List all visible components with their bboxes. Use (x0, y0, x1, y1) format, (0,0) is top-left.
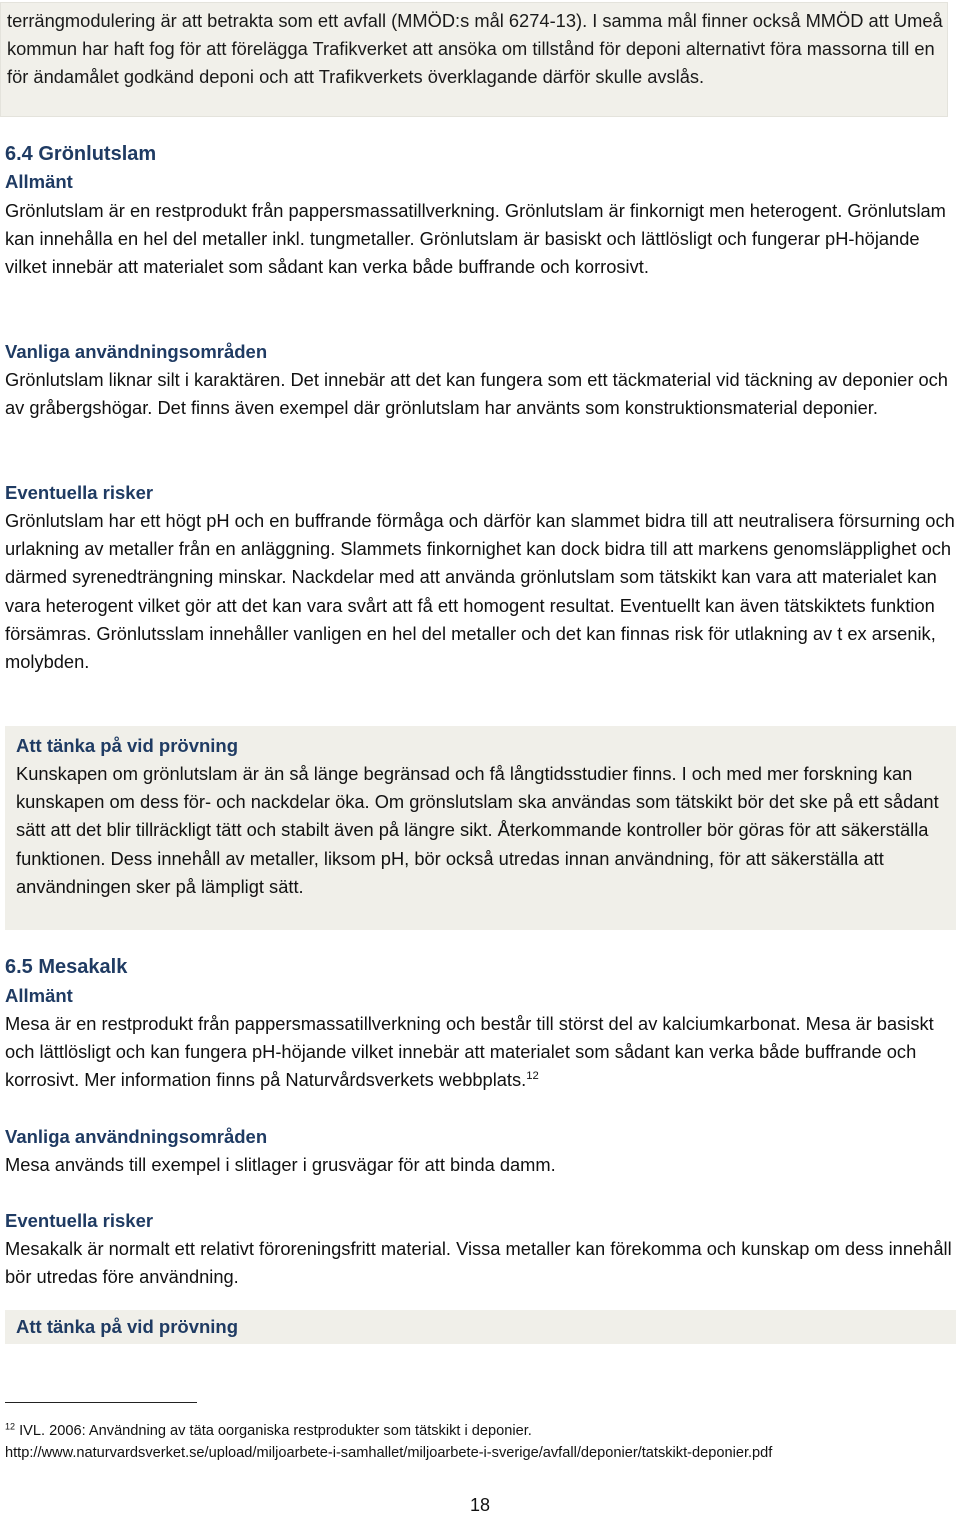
consider-heading: Att tänka på vid prövning (16, 735, 239, 756)
uses-heading-6-5: Vanliga användningsområden (5, 1126, 268, 1147)
footnote-reference[interactable]: 12 (526, 1070, 539, 1083)
footnote-link[interactable]: http://www.naturvardsverket.se/upload/miljoarbete-i-samhallet/miljoarbete-i-sverige/avfall/deponier/tatskikt-deponier.pdf (5, 1445, 773, 1461)
risks-paragraph: Grönlutslam har ett högt pH och en buffrande förmåga och därför kan slammet bidra till att neutralisera försurning och urlakning av metaller från en anläggning. Slammets finkornighet kan dock bidra till att markens genomsläpplighet och därmed syrenedträngning minskar. Nackdelar med att använda grönlutslam som tätskikt kan vara att materialet kan vara heterogent vilket gör att det kan vara svårt att få ett homogent resultat. Eventuellt kan även tätskiktets funktion försämras. Grönlutsslam innehåller vanligen en hel del metaller och det kan finnas risk för utlakning av t ex arsenik, molybden. (5, 510, 955, 673)
consider-box (5, 726, 956, 930)
footnote-number: 12 (5, 1421, 16, 1432)
general-paragraph-6-5 (5, 1010, 957, 1095)
page-number: 18 (469, 1495, 491, 1515)
uses-heading: Vanliga användningsområden (5, 341, 268, 362)
risks-heading-6-5: Eventuella risker (5, 1210, 154, 1231)
general-text-6-5: Mesa är en restprodukt från pappersmassatillverkning och består till störst del av kalciumkarbonat. Mesa är basiskt och lättlösligt och kan fungera pH-höjande vilket innebär att materialet som sådant kan verka både buffrande och korrosivt. Mer information finns på Naturvårdsverkets webbplats. (5, 1013, 934, 1091)
consider-heading-6-5: Att tänka på vid prövning (16, 1316, 239, 1337)
footnote-text: IVL. 2006: Användning av täta oorganiska restprodukter som tätskikt i deponier. (15, 1423, 532, 1439)
uses-paragraph-6-5: Mesa används till exempel i slitlager i grusvägar för att binda damm. (5, 1154, 556, 1175)
general-heading-6-5: Allmänt (5, 985, 73, 1006)
footnote (5, 1420, 945, 1464)
consider-box-6-5 (5, 1310, 956, 1344)
consider-paragraph: Kunskapen om grönlutslam är än så länge begränsad och få långtidsstudier finns. I och med mer forskning kan kunskapen om dess för- och nackdelar öka. Om grönslutslam ska användas som tätskikt bör det ske på ett sådant sätt att det blir tillräckligt tätt och stabilt även på längre sikt. Återkommande kontroller bör göras för att säkerställa funktionen. Dess innehåll av metaller, liksom pH, bör också utredas innan användning, för att säkerställa att användningen sker på lämpligt sätt. (16, 763, 939, 897)
general-heading: Allmänt (5, 171, 73, 192)
risks-heading: Eventuella risker (5, 482, 154, 503)
quote-text: terrängmodulering är att betrakta som ett avfall (MMÖD:s mål 6274-13). I samma mål finner också MMÖD att Umeå kommun har haft fog för att förelägga Trafikverket att ansöka om tillstånd för deponi alternativt föra massorna till en för ändamålet godkänd deponi och att Trafikverkets överklagande därför skulle avslås. (7, 10, 943, 88)
quote-box (0, 2, 948, 117)
footnote-divider (5, 1402, 197, 1403)
general-paragraph: Grönlutslam är en restprodukt från pappersmassatillverkning. Grönlutslam är finkornigt men heterogent. Grönlutslam kan innehålla en hel del metaller inkl. tungmetaller. Grönlutslam är basiskt och lättlösligt och fungerar pH-höjande vilket innebär att materialet som sådant kan verka både buffrande och korrosivt. (5, 200, 946, 278)
risks-paragraph-6-5: Mesakalk är normalt ett relativt föroreningsfritt material. Vissa metaller kan förekomma och kunskap om dess innehåll bör utredas före användning. (5, 1238, 952, 1288)
section-heading-6-4: 6.4 Grönlutslam (5, 143, 157, 165)
section-heading-6-5: 6.5 Mesakalk (5, 956, 128, 978)
uses-paragraph: Grönlutslam liknar silt i karaktären. Det innebär att det kan fungera som ett täckmaterial vid täckning av deponier och av gråbergshögar. Det finns även exempel där grönlutslam har använts som konstruktionsmaterial deponier. (5, 369, 948, 419)
